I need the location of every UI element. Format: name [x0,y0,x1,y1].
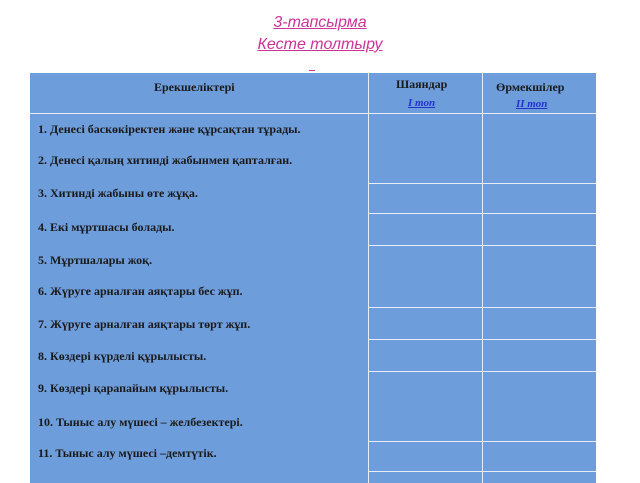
sponges-group-label: ІІ топ [516,98,548,110]
column-divider-1 [368,73,369,483]
cell-line-a4 [368,245,596,246]
slide-title: 3-тапсырма [273,14,367,31]
feature-row-6: 6. Жүруге арналған аяқтары бес жұп. [38,284,243,298]
features-header: Ерекшеліктері [154,80,235,94]
spiders-header: Шаяндар [396,77,448,91]
cell-line-a1 [368,113,482,114]
feature-row-3: 3. Хитинді жабыны өте жұқа. [38,186,198,200]
cell-line-a9 [368,471,596,472]
cell-line-a5 [368,307,596,308]
feature-row-5: 5. Мұртшалары жоқ. [38,253,153,267]
sponges-header: Өрмекшілер [496,80,565,94]
decorative-dash [309,70,315,71]
cell-line-a6 [368,339,596,340]
column-divider-2 [482,73,483,483]
cell-line-b1 [482,113,596,114]
comparison-table [30,73,596,483]
spiders-group-label: І топ [408,97,436,109]
feature-row-10: 10. Тыныс алу мүшесі – желбезектері. [38,415,243,429]
feature-row-9: 9. Көздері қарапайым құрылысты. [38,381,229,395]
cell-line-a2 [368,183,596,184]
cell-line-a8 [368,441,596,442]
header-divider [30,113,368,114]
feature-row-11: 11. Тыныс алу мүшесі –демтүтік. [38,446,217,460]
feature-row-1: 1. Денесі баскөкіректен және құрсақтан тұрады. [38,122,301,136]
feature-row-7: 7. Жүруге арналған аяқтары төрт жұп. [38,317,251,331]
feature-row-8: 8. Көздері күрделі құрылысты. [38,349,207,363]
feature-row-4: 4. Екі мұртшасы болады. [38,220,175,234]
feature-row-2: 2. Денесі қалың хитинді жабынмен қапталған. [38,153,293,167]
slide-subtitle: Кесте толтыру [257,36,383,53]
cell-line-a3 [368,213,596,214]
cell-line-a7 [368,371,596,372]
